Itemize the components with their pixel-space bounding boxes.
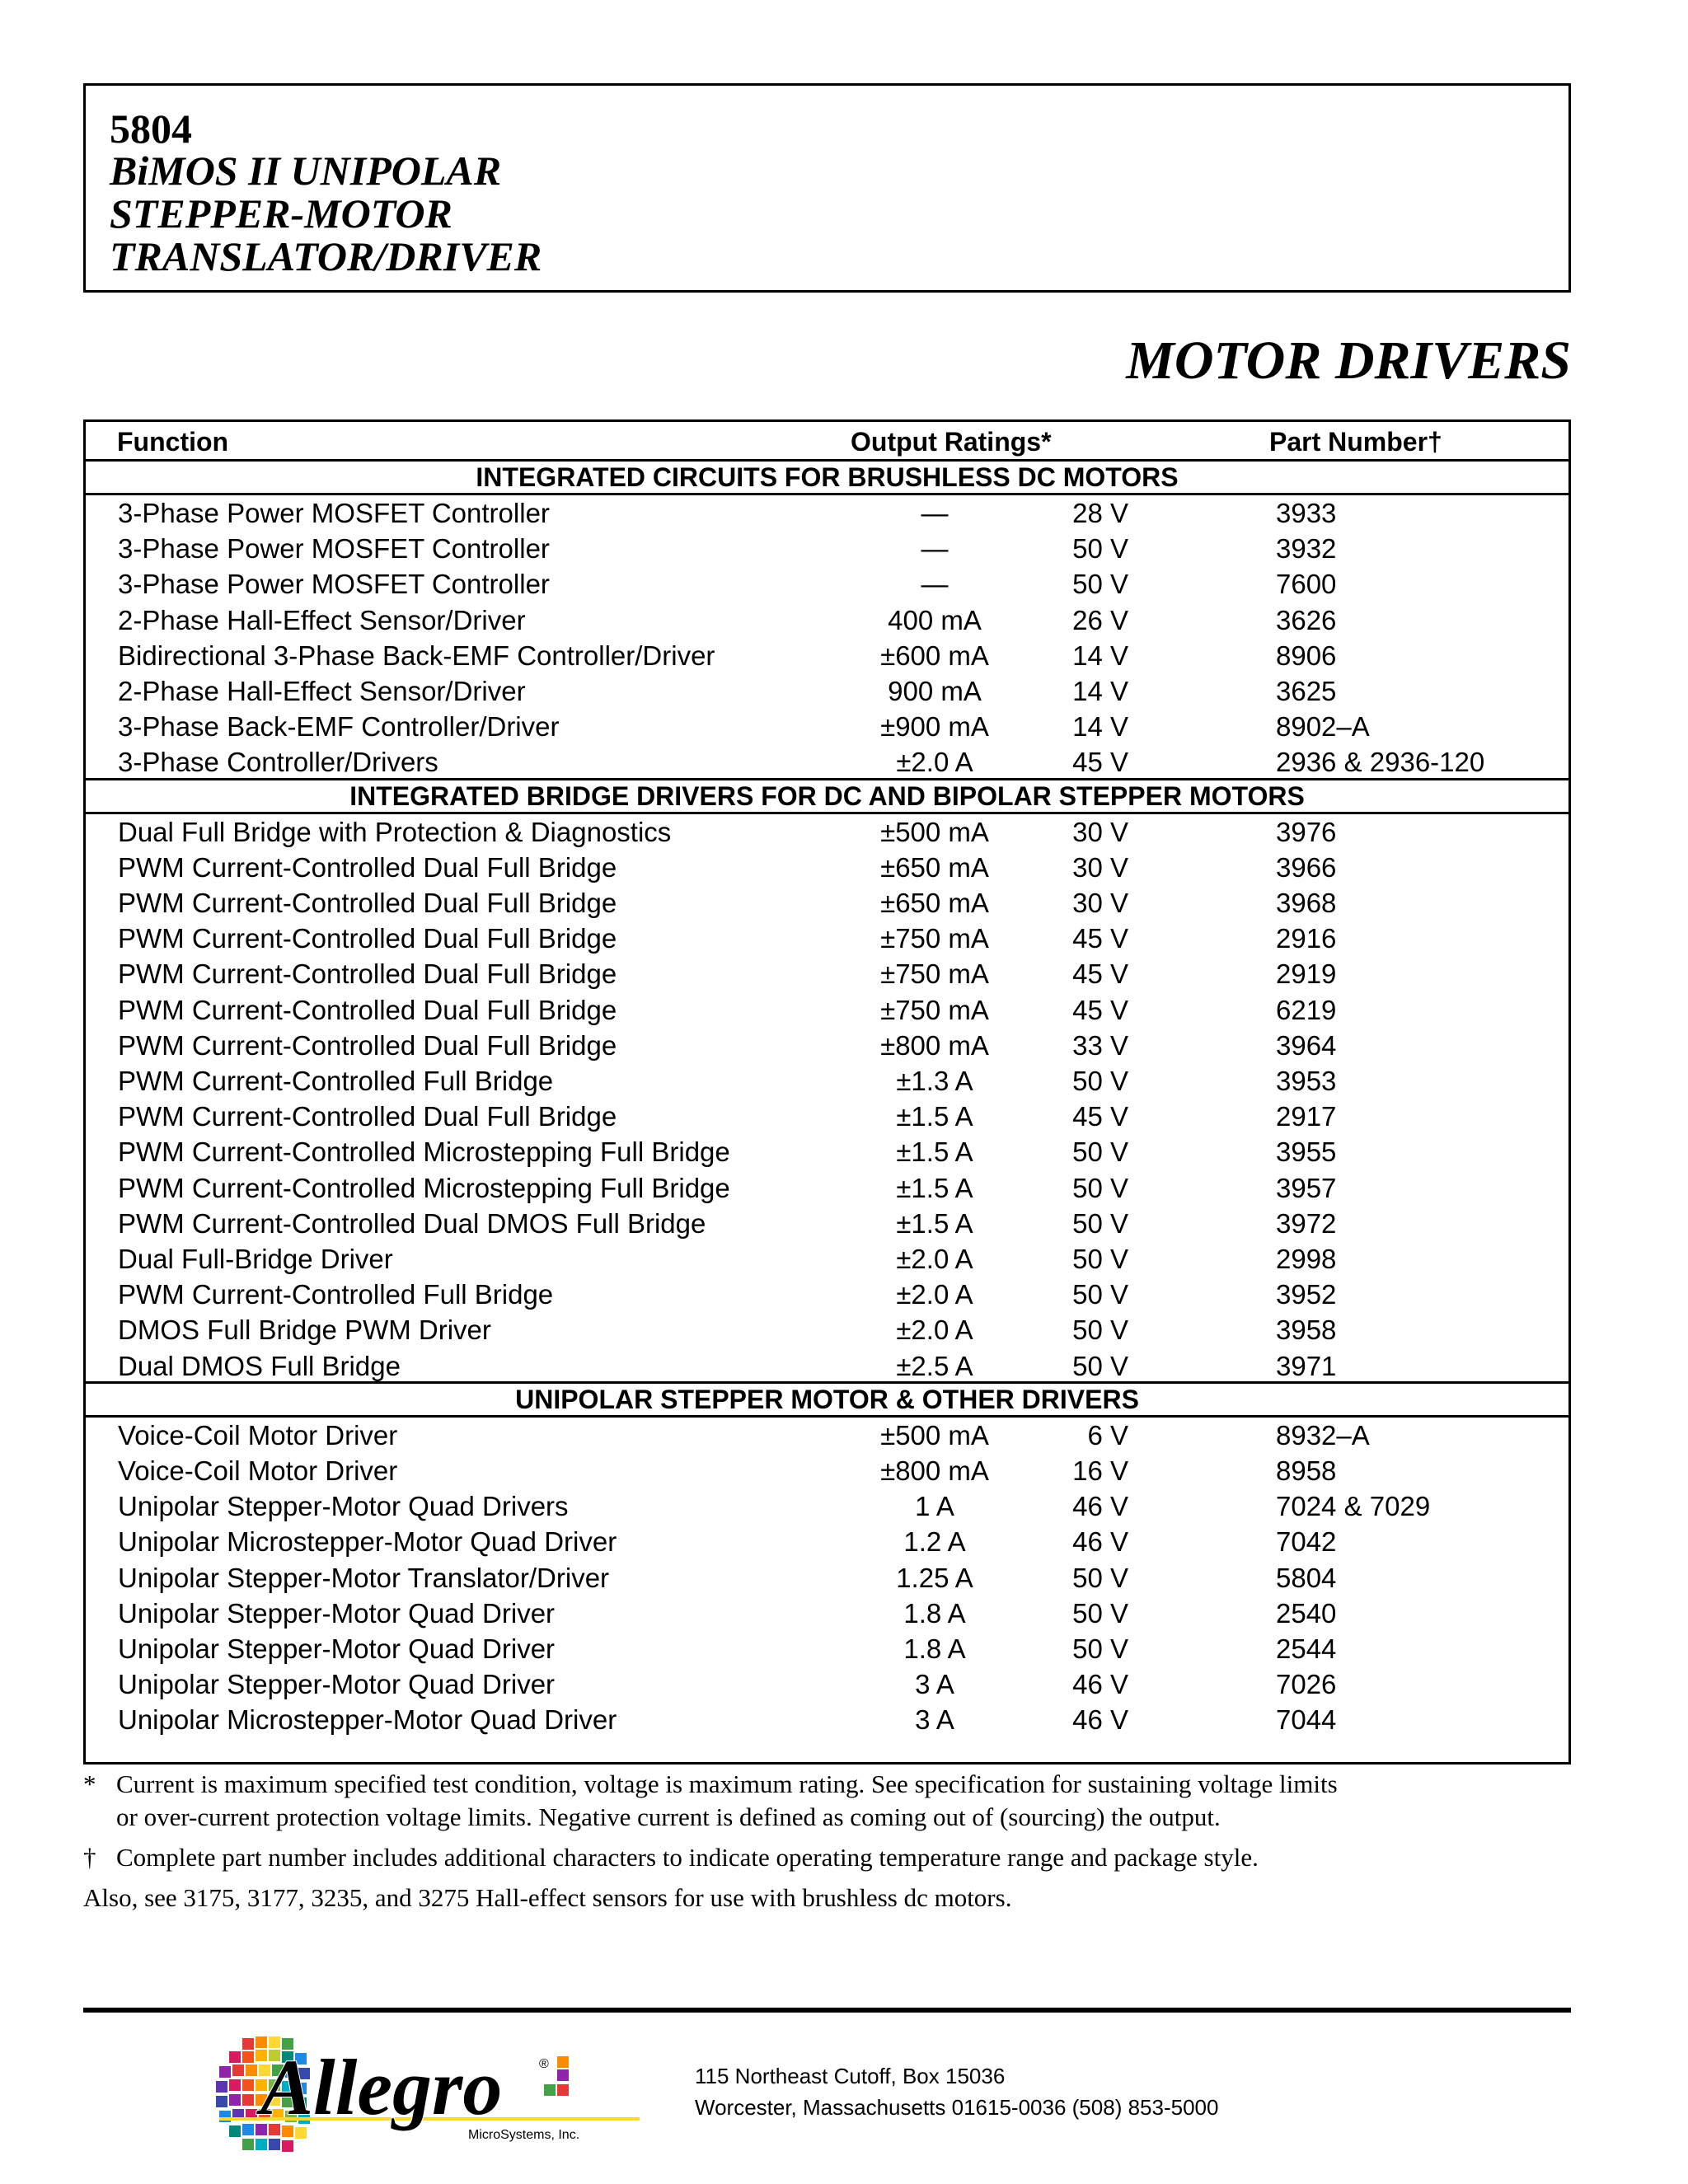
table-row [86, 1666, 1568, 1702]
allegro-logo-graphic [211, 2027, 656, 2171]
cell-function: Unipolar Microstepper-Motor Quad Driver [118, 1526, 617, 1558]
cell-function: PWM Current-Controlled Full Bridge [118, 1279, 554, 1310]
cell-function: Voice-Coil Motor Driver [118, 1419, 398, 1451]
column-header-function: Function [117, 427, 229, 457]
cell-function: 2-Phase Hall-Effect Sensor/Driver [118, 676, 526, 706]
address-line-1: 115 Northeast Cutoff, Box 15036 [695, 2064, 1006, 2088]
cell-voltage: 50 V [1072, 1137, 1128, 1168]
cell-current: — [921, 533, 949, 565]
cell-function: PWM Current-Controlled Dual Full Bridge [118, 888, 617, 918]
cell-part-number: 7026 [1276, 1669, 1337, 1700]
cell-current: ±1.5 A [896, 1137, 973, 1168]
cell-part-number: 3971 [1276, 1350, 1337, 1381]
cell-current: ±2.0 A [896, 1279, 973, 1310]
cell-voltage: 45 V [1072, 923, 1128, 954]
cell-voltage: 6 V [1087, 1419, 1128, 1451]
cell-function: PWM Current-Controlled Full Bridge [118, 1066, 554, 1096]
cell-current: ±650 mA [880, 888, 989, 918]
cell-voltage: 30 V [1072, 816, 1128, 847]
table-row [86, 1453, 1568, 1488]
cell-current: ±1.5 A [896, 1207, 973, 1239]
cell-voltage: 50 V [1072, 1350, 1128, 1381]
cell-voltage: 50 V [1072, 569, 1128, 600]
cell-function: PWM Current-Controlled Dual Full Bridge [118, 851, 617, 883]
cell-function: PWM Current-Controlled Dual Full Bridge [118, 1101, 617, 1132]
table-row [86, 638, 1568, 673]
cell-current: 400 mA [888, 604, 982, 635]
cell-voltage: 16 V [1072, 1455, 1128, 1486]
cell-current: 1.8 A [903, 1633, 966, 1664]
table-row [86, 992, 1568, 1028]
cell-current: ±750 mA [880, 994, 989, 1025]
cell-part-number: 3968 [1276, 888, 1337, 918]
allegro-logo [211, 2027, 656, 2171]
table-row [86, 956, 1568, 991]
column-header-ratings: Output Ratings* [851, 427, 1052, 457]
table-row [86, 566, 1568, 602]
cell-voltage: 46 V [1072, 1704, 1128, 1736]
cell-current: 1.2 A [903, 1526, 966, 1558]
cell-part-number: 3972 [1276, 1207, 1337, 1239]
cell-voltage: 30 V [1072, 888, 1128, 918]
cell-voltage: 33 V [1072, 1029, 1128, 1061]
table-row [86, 1277, 1568, 1312]
cell-function: Unipolar Stepper-Motor Quad Driver [118, 1633, 556, 1664]
cell-part-number: 6219 [1276, 994, 1337, 1025]
footnote-star-mark: * [83, 1769, 96, 1798]
cell-part-number: 3958 [1276, 1315, 1337, 1346]
table-header [86, 422, 1568, 462]
table-row [86, 1028, 1568, 1063]
cell-voltage: 50 V [1072, 1207, 1128, 1239]
cell-voltage: 14 V [1072, 676, 1128, 706]
table-row [86, 1134, 1568, 1169]
cell-part-number: 3952 [1276, 1279, 1337, 1310]
cell-function: PWM Current-Controlled Dual DMOS Full Bridge [118, 1207, 706, 1239]
cell-function: PWM Current-Controlled Microstepping Full Bridge [118, 1172, 730, 1203]
cell-current: ±650 mA [880, 851, 989, 883]
title-line-2: STEPPER-MOTOR [110, 190, 452, 237]
cell-current: ±1.5 A [896, 1101, 973, 1132]
cell-function: 3-Phase Power MOSFET Controller [118, 498, 550, 528]
cell-voltage: 50 V [1072, 1279, 1128, 1310]
cell-voltage: 45 V [1072, 747, 1128, 778]
cell-function: Unipolar Stepper-Motor Quad Driver [118, 1669, 556, 1700]
table-row [86, 1631, 1568, 1666]
cell-current: ±1.3 A [896, 1066, 973, 1096]
cell-part-number: 3955 [1276, 1137, 1337, 1168]
motor-drivers-table [83, 419, 1571, 1765]
cell-function: PWM Current-Controlled Microstepping Full Bridge [118, 1137, 730, 1168]
cell-function: Dual Full Bridge with Protection & Diagnostics [118, 816, 672, 847]
cell-voltage: 45 V [1072, 958, 1128, 990]
cell-part-number: 2540 [1276, 1597, 1337, 1629]
cell-voltage: 50 V [1072, 1315, 1128, 1346]
group-header: UNIPOLAR STEPPER MOTOR & OTHER DRIVERS [86, 1381, 1568, 1418]
cell-voltage: 50 V [1072, 1066, 1128, 1096]
cell-current: ±800 mA [880, 1029, 989, 1061]
cell-part-number: 3964 [1276, 1029, 1337, 1061]
table-row [86, 1702, 1568, 1737]
cell-part-number: 7044 [1276, 1704, 1337, 1736]
cell-function: 3-Phase Power MOSFET Controller [118, 569, 550, 600]
table-row [86, 921, 1568, 956]
table-row [86, 850, 1568, 885]
part-number-title: 5804 [110, 105, 192, 152]
table-row [86, 1524, 1568, 1559]
cell-part-number: 8906 [1276, 640, 1337, 671]
cell-part-number: 3957 [1276, 1172, 1337, 1203]
cell-current: 1.25 A [896, 1562, 973, 1593]
cell-function: PWM Current-Controlled Dual Full Bridge [118, 958, 617, 990]
cell-function: Unipolar Microstepper-Motor Quad Driver [118, 1704, 617, 1736]
footer-rule [83, 2008, 1571, 2013]
cell-part-number: 3966 [1276, 851, 1337, 883]
group-header: INTEGRATED BRIDGE DRIVERS FOR DC AND BIPOLAR STEPPER MOTORS [86, 778, 1568, 814]
cell-voltage: 50 V [1072, 1562, 1128, 1593]
cell-current: — [921, 498, 949, 528]
cell-current: 3 A [915, 1669, 954, 1700]
cell-function: PWM Current-Controlled Dual Full Bridge [118, 994, 617, 1025]
cell-voltage: 45 V [1072, 994, 1128, 1025]
logo-wordmark: Allegro [260, 2043, 503, 2131]
cell-function: DMOS Full Bridge PWM Driver [118, 1315, 491, 1346]
section-title: MOTOR DRIVERS [1126, 330, 1571, 391]
cell-voltage: 50 V [1072, 1172, 1128, 1203]
cell-part-number: 3932 [1276, 533, 1337, 565]
footnote-dagger-text: Complete part number includes additional characters to indicate operating temperature range and package style. [116, 1843, 1259, 1872]
cell-current: 1.8 A [903, 1597, 966, 1629]
cell-current: ±750 mA [880, 923, 989, 954]
cell-voltage: 46 V [1072, 1491, 1128, 1522]
table-row [86, 1348, 1568, 1384]
table-row [86, 709, 1568, 744]
table-row [86, 1099, 1568, 1134]
cell-current: 1 A [915, 1491, 954, 1522]
cell-voltage: 30 V [1072, 851, 1128, 883]
cell-function: 3-Phase Controller/Drivers [118, 747, 438, 778]
title-box [83, 83, 1571, 293]
table-row [86, 1063, 1568, 1099]
cell-current: 900 mA [888, 676, 982, 706]
cell-function: Voice-Coil Motor Driver [118, 1455, 398, 1486]
cell-part-number: 2544 [1276, 1633, 1337, 1664]
cell-function: 2-Phase Hall-Effect Sensor/Driver [118, 604, 526, 635]
table-row [86, 1241, 1568, 1277]
table-row [86, 1170, 1568, 1206]
cell-current: ±2.0 A [896, 1315, 973, 1346]
footnote-dagger-mark: † [83, 1843, 96, 1872]
cell-part-number: 3625 [1276, 676, 1337, 706]
cell-part-number: 2919 [1276, 958, 1337, 990]
column-header-part: Part Number† [1269, 427, 1442, 457]
table-row [86, 1596, 1568, 1631]
table-row [86, 814, 1568, 850]
cell-current: ±2.0 A [896, 747, 973, 778]
table-row [86, 1206, 1568, 1241]
cell-current: ±900 mA [880, 711, 989, 743]
cell-function: 3-Phase Back-EMF Controller/Driver [118, 711, 560, 743]
cell-part-number: 7042 [1276, 1526, 1337, 1558]
cell-voltage: 46 V [1072, 1526, 1128, 1558]
cell-part-number: 7600 [1276, 569, 1337, 600]
group-header: INTEGRATED CIRCUITS FOR BRUSHLESS DC MOTORS [86, 459, 1568, 495]
cell-function: PWM Current-Controlled Dual Full Bridge [118, 923, 617, 954]
cell-current: ±500 mA [880, 816, 989, 847]
cell-current: ±1.5 A [896, 1172, 973, 1203]
cell-current: ±2.5 A [896, 1350, 973, 1381]
cell-current: ±800 mA [880, 1455, 989, 1486]
cell-current: ±500 mA [880, 1419, 989, 1451]
cell-current: ±600 mA [880, 640, 989, 671]
cell-part-number: 2936 & 2936-120 [1276, 747, 1485, 778]
cell-voltage: 45 V [1072, 1101, 1128, 1132]
cell-function: Unipolar Stepper-Motor Quad Drivers [118, 1491, 569, 1522]
cell-function: 3-Phase Power MOSFET Controller [118, 533, 550, 565]
cell-function: Dual DMOS Full Bridge [118, 1350, 401, 1381]
footnote-also: Also, see 3175, 3177, 3235, and 3275 Hall-effect sensors for use with brushless dc motors. [83, 1883, 1012, 1912]
cell-voltage: 50 V [1072, 1244, 1128, 1274]
cell-part-number: 3626 [1276, 604, 1337, 635]
cell-function: PWM Current-Controlled Dual Full Bridge [118, 1029, 617, 1061]
cell-voltage: 46 V [1072, 1669, 1128, 1700]
cell-part-number: 3976 [1276, 816, 1337, 847]
table-row [86, 495, 1568, 531]
cell-voltage: 14 V [1072, 640, 1128, 671]
table-row [86, 1488, 1568, 1524]
table-row [86, 744, 1568, 780]
cell-current: 3 A [915, 1704, 954, 1736]
table-row [86, 602, 1568, 638]
cell-part-number: 2917 [1276, 1101, 1337, 1132]
cell-current: ±750 mA [880, 958, 989, 990]
cell-voltage: 50 V [1072, 1633, 1128, 1664]
logo-registered-mark: ® [539, 2057, 549, 2071]
cell-part-number: 7024 & 7029 [1276, 1491, 1431, 1522]
table-row [86, 531, 1568, 566]
cell-voltage: 28 V [1072, 498, 1128, 528]
cell-function: Bidirectional 3-Phase Back-EMF Controller/Driver [118, 640, 715, 671]
cell-function: Unipolar Stepper-Motor Quad Driver [118, 1597, 556, 1629]
address-line-2: Worcester, Massachusetts 01615-0036 (508) 853-5000 [695, 2095, 1219, 2120]
cell-voltage: 50 V [1072, 533, 1128, 565]
cell-part-number: 3933 [1276, 498, 1337, 528]
cell-part-number: 2998 [1276, 1244, 1337, 1274]
cell-part-number: 5804 [1276, 1562, 1337, 1593]
footnote-star-line-2: or over-current protection voltage limits. Negative current is defined as coming out of (sourcing) the output. [116, 1802, 1221, 1831]
title-line-3: TRANSLATOR/DRIVER [110, 233, 542, 279]
cell-part-number: 3953 [1276, 1066, 1337, 1096]
title-line-1: BiMOS II UNIPOLAR [110, 148, 502, 194]
table-row [86, 673, 1568, 709]
cell-part-number: 8932–A [1276, 1419, 1370, 1451]
company-address [695, 2060, 1218, 2123]
table-row [86, 885, 1568, 921]
cell-part-number: 2916 [1276, 923, 1337, 954]
table-row [86, 1312, 1568, 1347]
cell-voltage: 50 V [1072, 1597, 1128, 1629]
cell-function: Unipolar Stepper-Motor Translator/Driver [118, 1562, 610, 1593]
cell-current: ±2.0 A [896, 1244, 973, 1274]
cell-current: — [921, 569, 949, 600]
footnote-star-line-1: Current is maximum specified test condition, voltage is maximum rating. See specification for sustaining voltage limits [116, 1769, 1338, 1798]
cell-part-number: 8902–A [1276, 711, 1370, 743]
table-row [86, 1418, 1568, 1453]
cell-function: Dual Full-Bridge Driver [118, 1244, 393, 1274]
cell-voltage: 26 V [1072, 604, 1128, 635]
logo-subtitle: MicroSystems, Inc. [468, 2128, 580, 2142]
table-row [86, 1560, 1568, 1596]
cell-part-number: 8958 [1276, 1455, 1337, 1486]
cell-voltage: 14 V [1072, 711, 1128, 743]
